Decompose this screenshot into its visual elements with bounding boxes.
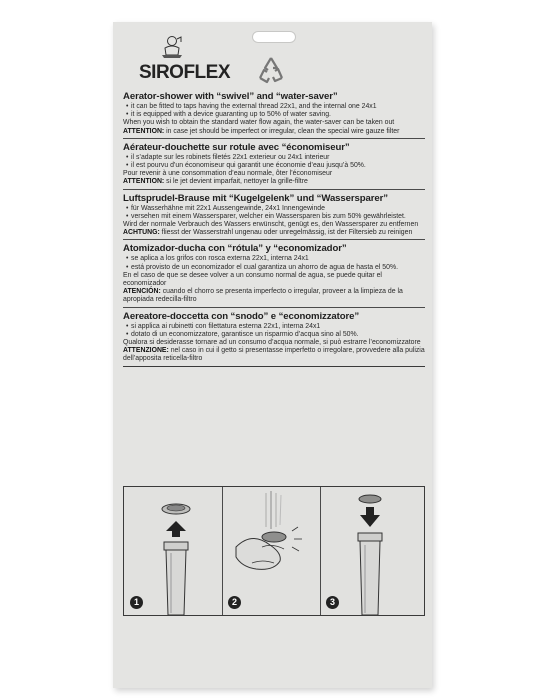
bullet-item: [123, 264, 425, 272]
attention-label: ATENCIÓN:: [123, 288, 161, 296]
card-header: [113, 22, 432, 92]
bullet-item: [123, 111, 425, 119]
attention-text: si le jet devient imparfait, nettoyer la grille-filtre: [164, 178, 308, 186]
attention-label: ATTENTION:: [123, 178, 165, 186]
instruction-section: [123, 240, 425, 307]
instruction-section: [123, 88, 425, 139]
attention-note: [123, 288, 425, 304]
section-note: When you wish to obtain the standard water flow again, the water-saver can be taken out: [123, 119, 395, 127]
instruction-section: [123, 308, 425, 367]
attention-label: ATTENTION:: [123, 127, 165, 135]
bullet-text: dotato di un economizzatore, garantisce un risparmio d’acqua sino al 50%.: [131, 330, 359, 338]
attention-note: [123, 178, 425, 186]
attention-note: [123, 229, 425, 237]
attention-label: ATTENZIONE:: [123, 347, 169, 355]
bullet-item: [123, 323, 425, 331]
section-title: Aérateur-douchette sur rotule avec “économiseur”: [123, 141, 350, 153]
section-note: Pour revenir à une consommation d’eau normale, ôter l’économiseur: [123, 170, 333, 178]
step-1-panel: [124, 487, 223, 615]
step-number: 3: [326, 596, 339, 609]
step-number: 1: [130, 596, 143, 609]
bullet-item: [123, 162, 425, 170]
step-2-panel: [222, 487, 321, 615]
bullet-text: il est pourvu d’un économiseur qui garantit une économie d’eau jusqu’à 50%.: [131, 162, 366, 170]
bullet-text: für Wasserhähne mit 22x1 Aussengewinde, 24x1 Innengewinde: [131, 204, 325, 212]
bullet-text: versehen mit einem Wassersparer, welcher ein Wassersparen bis zum 50% gewährleistet.: [131, 212, 406, 220]
bullet-text: si applica ai rubinetti con filettatura esterna 22x1, interna 24x1: [131, 322, 321, 330]
attention-text: cuando el chorro se presenta imperfecto o irregular, proveer a la limpieza de la apropiada redecilla-filtro: [123, 288, 403, 304]
section-title: Luftsprudel-Brause mit “Kugelgelenk” und “Wassersparer”: [123, 192, 388, 204]
bullet-item: [123, 255, 425, 263]
section-title: Aereatore-doccetta con “snodo” e “economizzatore”: [123, 310, 360, 322]
brand-logo: SIROFLEX: [139, 62, 231, 83]
section-note: Qualora si desiderasse tornare ad un consumo d’acqua normale, si può estrarre l’economizzatore: [123, 339, 421, 347]
attention-text: fliesst der Wasserstrahl ungenau oder unregelmässig, ist der Filtersieb zu reinigen: [159, 229, 413, 237]
bullet-text: il s’adapte sur les robinets filetés 22x1 exterieur ou 24x1 interieur: [131, 153, 330, 161]
instruction-card: [113, 22, 432, 688]
attention-text: in case jet should be imperfect or irregular, clean the special wire gauze filter: [164, 127, 400, 135]
attention-note: [123, 347, 425, 363]
section-title: Atomizador-ducha con “rótula” y “economizador”: [123, 243, 347, 255]
bullet-text: está provisto de un economizador el cual garantiza un ahorro de agua de hasta el 50%.: [131, 263, 398, 271]
section-note: En el caso de que se desee volver a un consumo normal de agua, se puede quitar el economizador: [123, 271, 382, 288]
boy-at-sink-icon: [159, 34, 185, 60]
instructions: [123, 88, 425, 367]
install-steps: [123, 486, 425, 616]
bullet-item: [123, 205, 425, 213]
bullet-item: [123, 154, 425, 162]
bullet-text: se aplica a los grifos con rosca externa 22x1, interna 24x1: [131, 255, 309, 263]
attention-note: [123, 128, 425, 136]
attention-text: nel caso in cui il getto si presentasse imperfetto o irregolare, provvedere alla pulizia dell’apposita reticella-filtro: [123, 347, 425, 363]
instruction-section: [123, 139, 425, 190]
section-title: Aerator-shower with “swivel” and “water-saver”: [123, 91, 338, 102]
step-number: 2: [228, 596, 241, 609]
section-note: Wird der normale Verbrauch des Wassers erwünscht, genügt es, den Wassersparer zu entfernen: [123, 221, 419, 229]
bullet-text: it can be fitted to taps having the external thread 22x1, and the internal one 24x1: [131, 103, 377, 110]
bullet-item: [123, 331, 425, 339]
recycle-icon: [255, 54, 287, 86]
bullet-item: [123, 103, 425, 111]
bullet-text: it is equipped with a device guaranting up to 50% of water saving.: [131, 111, 331, 119]
step-3-panel: [320, 487, 418, 615]
attention-label: ACHTUNG:: [123, 229, 160, 237]
instruction-section: [123, 190, 425, 241]
bullet-item: [123, 213, 425, 221]
